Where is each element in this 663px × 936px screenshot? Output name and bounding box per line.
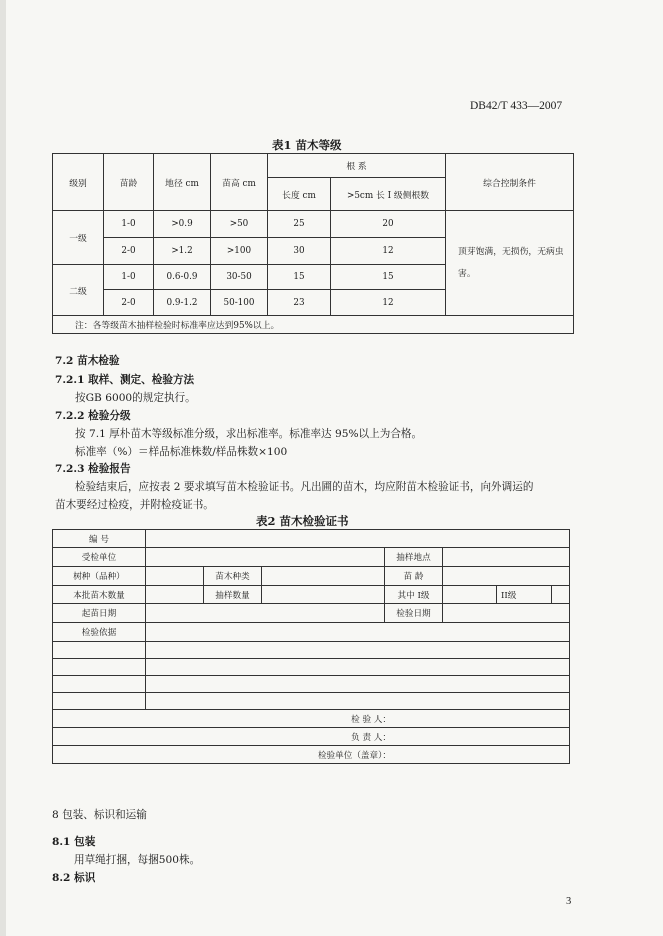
label-grade1: 其中 I级 xyxy=(385,586,443,604)
label-basis: 检验依据 xyxy=(53,623,146,642)
value-species xyxy=(146,567,204,586)
age-cell: 1-0 xyxy=(104,265,154,290)
grade-cell: 二级 xyxy=(53,265,104,316)
section-8-2-title: 8.2 标识 xyxy=(52,872,96,884)
height-cell: 30-50 xyxy=(211,265,268,290)
age-cell: 1-0 xyxy=(104,211,154,238)
root-length-cell: 25 xyxy=(268,211,331,238)
section-8-1-body: 用草绳打捆，每捆500株。 xyxy=(74,854,201,866)
root-count-cell: 20 xyxy=(331,211,446,238)
section-7-2-3-body-line2: 苗木要经过检疫，并附检疫证书。 xyxy=(55,499,214,511)
table1-caption: 表1 苗木等级 xyxy=(272,138,342,152)
blank-cell xyxy=(146,642,570,659)
section-7-2-1-title: 7.2.1 取样、测定、检验方法 xyxy=(55,374,195,386)
label-species: 树种（品种） xyxy=(53,567,146,586)
blank-cell xyxy=(53,642,146,659)
blank-cell xyxy=(53,676,146,693)
label-test-date: 检验日期 xyxy=(385,604,443,623)
diameter-cell: >1.2 xyxy=(154,238,211,265)
blank-cell xyxy=(146,659,570,676)
value-basis xyxy=(146,623,570,642)
label-number: 编 号 xyxy=(53,530,146,548)
label-site: 抽样地点 xyxy=(385,548,443,567)
signature-responsible: 负 责 人： xyxy=(53,728,570,746)
label-quantity: 本批苗木数量 xyxy=(53,586,146,604)
value-lift-date xyxy=(146,604,385,623)
section-7-2-1-body: 按GB 6000的规定执行。 xyxy=(75,392,196,404)
grade-cell: 一级 xyxy=(53,211,104,265)
root-length-cell: 30 xyxy=(268,238,331,265)
root-count-cell: 12 xyxy=(331,238,446,265)
root-length-cell: 23 xyxy=(268,290,331,316)
table-certificate xyxy=(52,529,570,764)
section-8-title: 8 包装、标识和运输 xyxy=(52,809,147,821)
page-number: 3 xyxy=(566,896,572,907)
age-cell: 2-0 xyxy=(104,238,154,265)
value-age xyxy=(443,567,570,586)
root-length-cell: 15 xyxy=(268,265,331,290)
section-8-1-title: 8.1 包装 xyxy=(52,836,96,848)
diameter-cell: 0.9-1.2 xyxy=(154,290,211,316)
control-cell: 顶芽饱满，无损伤，无病虫害。 xyxy=(446,211,574,316)
height-cell: 50-100 xyxy=(211,290,268,316)
height-cell: >100 xyxy=(211,238,268,265)
blank-cell xyxy=(53,659,146,676)
signature-unit: 检验单位（盖章）： xyxy=(53,746,570,764)
header-root: 根 系 xyxy=(268,154,446,178)
label-type: 苗木种类 xyxy=(204,567,262,586)
value-test-date xyxy=(443,604,570,623)
value-grade2 xyxy=(552,586,570,604)
section-7-2-3-title: 7.2.3 检验报告 xyxy=(55,463,131,475)
header-age: 苗龄 xyxy=(104,154,154,211)
value-sample xyxy=(262,586,385,604)
label-age: 苗 龄 xyxy=(385,567,443,586)
table2-caption: 表2 苗木检验证书 xyxy=(256,514,349,528)
value-grade1 xyxy=(443,586,497,604)
blank-cell xyxy=(53,693,146,710)
root-count-cell: 12 xyxy=(331,290,446,316)
age-cell: 2-0 xyxy=(104,290,154,316)
table1-note: 注：各等级苗木抽样检验时标准率应达到95%以上。 xyxy=(53,316,574,334)
value-type xyxy=(262,567,385,586)
section-7-2-2-body: 按 7.1 厚朴苗木等级标准分级，求出标准率。标准率达 95%以上为合格。 xyxy=(75,428,423,440)
label-unit: 受检单位 xyxy=(53,548,146,567)
diameter-cell: >0.9 xyxy=(154,211,211,238)
root-count-cell: 15 xyxy=(331,265,446,290)
height-cell: >50 xyxy=(211,211,268,238)
signature-inspector: 检 验 人： xyxy=(53,710,570,728)
header-grade: 级别 xyxy=(53,154,104,211)
section-7-2-3-body-line1: 检验结束后，应按表 2 要求填写苗木检验证书。凡出圃的苗木，均应附苗木检验证书，向外调运的 xyxy=(75,481,534,493)
scan-edge xyxy=(0,0,6,936)
header-height: 苗高 cm xyxy=(211,154,268,211)
table-grades xyxy=(52,153,574,334)
label-sample: 抽样数量 xyxy=(204,586,262,604)
standard-rate-formula: 标准率（%）＝样品标准株数/样品株数×100 xyxy=(75,446,288,458)
label-lift-date: 起苗日期 xyxy=(53,604,146,623)
blank-cell xyxy=(146,676,570,693)
label-grade2: II级 xyxy=(497,586,552,604)
blank-cell xyxy=(146,693,570,710)
value-number xyxy=(146,530,570,548)
table-row xyxy=(53,211,574,238)
value-site xyxy=(443,548,570,567)
value-unit xyxy=(146,548,385,567)
header-diameter: 地径 cm xyxy=(154,154,211,211)
value-quantity xyxy=(146,586,204,604)
header-control: 综合控制条件 xyxy=(446,154,574,211)
header-root-length: 长度 cm xyxy=(268,178,331,211)
section-7-2-2-title: 7.2.2 检验分级 xyxy=(55,410,131,422)
diameter-cell: 0.6-0.9 xyxy=(154,265,211,290)
section-7-2-title: 7.2 苗木检验 xyxy=(55,355,120,367)
header-root-count: >5cm 长 I 级侧根数 xyxy=(331,178,446,211)
document-id: DB42/T 433—2007 xyxy=(470,100,563,112)
